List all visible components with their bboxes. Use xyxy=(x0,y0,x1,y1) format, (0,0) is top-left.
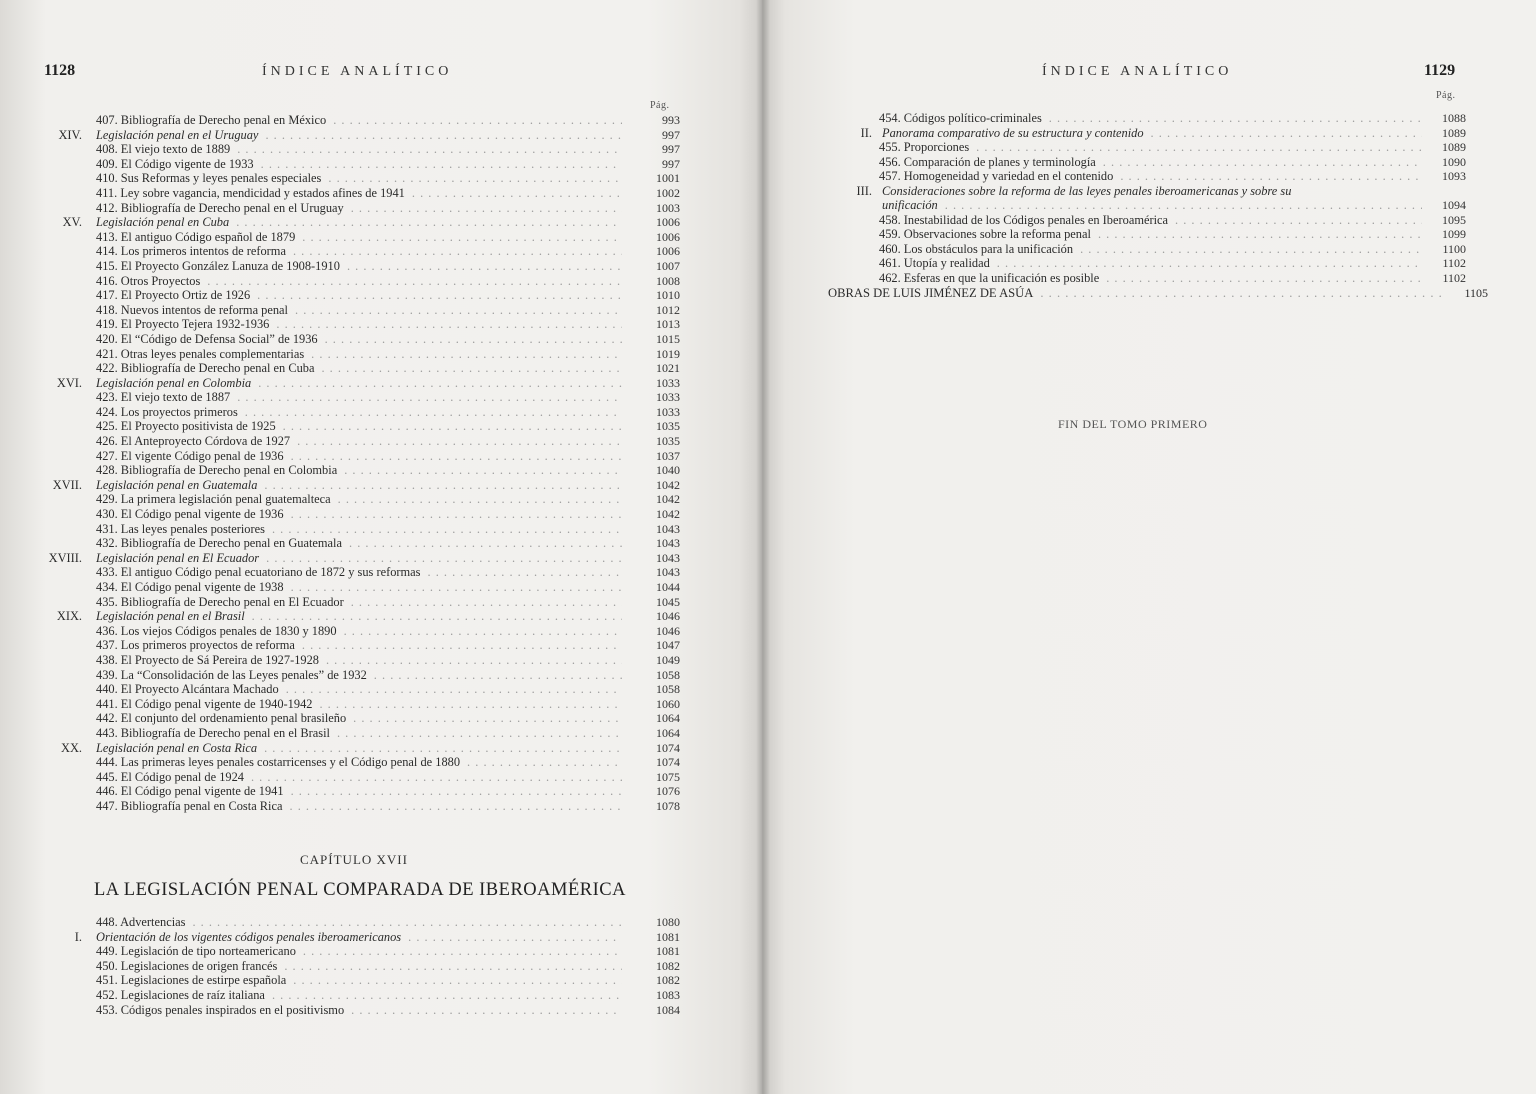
toc-page-number: 1006 xyxy=(656,244,680,259)
right-page xyxy=(762,0,1536,1094)
toc-entry xyxy=(0,317,680,332)
toc-entry-text-wrap xyxy=(96,551,622,566)
toc-entry xyxy=(0,419,680,434)
toc-entry-text-wrap xyxy=(96,361,622,376)
toc-page-number: 1047 xyxy=(656,638,680,653)
toc-entry xyxy=(0,113,680,128)
toc-entry xyxy=(0,959,680,974)
toc-entry xyxy=(0,171,680,186)
toc-entry-title: 422. Bibliografía de Derecho penal en Cuba xyxy=(96,361,315,376)
toc-entry-text-wrap xyxy=(96,653,622,668)
toc-entry xyxy=(0,682,680,697)
toc-entry-title: 419. El Proyecto Tejera 1932-1936 xyxy=(96,317,270,332)
toc-entry xyxy=(0,565,680,580)
toc-page-number: 1046 xyxy=(656,623,680,638)
toc-entry-title: 415. El Proyecto González Lanuza de 1908-1910 xyxy=(96,258,340,273)
section-numeral: III. xyxy=(856,183,872,198)
page-number-left: 1128 xyxy=(44,62,76,79)
toc-entry-title: Legislación penal en Colombia xyxy=(96,375,252,390)
toc-entry xyxy=(762,256,1466,271)
toc-page-number: 1006 xyxy=(656,229,680,244)
toc-page-number: 1006 xyxy=(656,215,680,230)
toc-page-number: 1082 xyxy=(656,958,680,973)
toc-page-number: 1040 xyxy=(656,463,680,478)
toc-entry-title: 448. Advertencias xyxy=(96,915,186,929)
toc-entry xyxy=(0,230,680,245)
toc-entry-text-wrap xyxy=(96,288,622,303)
toc-entry xyxy=(0,201,680,216)
toc-entry-title: 430. El Código penal vigente de 1936 xyxy=(96,507,284,522)
toc-entry-text-wrap xyxy=(96,274,622,289)
toc-entry-text-wrap xyxy=(96,171,622,186)
toc-page-number: 1058 xyxy=(656,667,680,682)
toc-entry-title: Legislación penal en el Uruguay xyxy=(96,127,259,142)
toc-entry-text-wrap xyxy=(96,755,622,770)
toc-entry-text-wrap xyxy=(96,259,622,274)
toc-entry-text-wrap xyxy=(96,697,622,712)
pag-column-label-right: Pág. xyxy=(1436,90,1456,101)
toc-entry-title: 453. Códigos penales inspirados en el positivismo xyxy=(96,1002,345,1017)
toc-page-number: 1099 xyxy=(1442,227,1466,242)
toc-entry-text-wrap xyxy=(879,140,1422,155)
toc-entry-title: 438. El Proyecto de Sá Pereira de 1927-1928 xyxy=(96,652,319,667)
toc-entry-title: 420. El “Código de Defensa Social” de 1936 xyxy=(96,331,318,346)
toc-entry-text-wrap xyxy=(96,478,622,493)
toc-list-left xyxy=(0,113,680,814)
toc-entry-title: 408. El viejo texto de 1889 xyxy=(96,142,231,157)
toc-entry-text-wrap xyxy=(96,405,622,420)
toc-entry-text-wrap xyxy=(96,565,622,580)
obras-title: OBRAS DE LUIS JIMÉNEZ DE ASÚA xyxy=(828,286,1034,300)
toc-entry-title: 410. Sus Reformas y leyes penales especiales xyxy=(96,171,322,186)
toc-list-chapter xyxy=(0,915,680,1017)
toc-entry xyxy=(0,697,680,712)
toc-entry-text-wrap xyxy=(96,668,622,683)
toc-section-heading xyxy=(0,741,680,756)
toc-entry-title: 457. Homogeneidad y variedad en el contenido xyxy=(879,169,1114,184)
toc-page-number: 1074 xyxy=(656,755,680,770)
toc-section-heading xyxy=(0,609,680,624)
toc-entry xyxy=(0,944,680,959)
toc-page-number: 1035 xyxy=(656,419,680,434)
toc-page-number: 1010 xyxy=(656,288,680,303)
toc-entry-text-wrap xyxy=(96,215,622,230)
toc-entry-title: 442. El conjunto del ordenamiento penal brasileño xyxy=(96,711,347,726)
toc-entry-title: 413. El antiguo Código español de 1879 xyxy=(96,229,296,244)
toc-entry-text-wrap xyxy=(96,303,622,318)
section-numeral: I. xyxy=(74,929,82,944)
toc-entry-title: 437. Los primeros proyectos de reforma xyxy=(96,638,295,653)
toc-entry xyxy=(0,157,680,172)
toc-entry-title: 424. Los proyectos primeros xyxy=(96,404,238,419)
toc-entry-title: 441. El Código penal vigente de 1940-1942 xyxy=(96,696,313,711)
toc-entry xyxy=(0,755,680,770)
section-numeral: XV. xyxy=(62,215,82,230)
toc-entry-text-wrap xyxy=(96,157,622,172)
toc-entry-text-wrap xyxy=(96,390,622,405)
toc-page-number: 1081 xyxy=(656,929,680,944)
toc-page-number: 1075 xyxy=(656,769,680,784)
toc-page-number: 1033 xyxy=(656,390,680,405)
toc-entry-text-wrap xyxy=(96,973,622,988)
toc-page-number: 1095 xyxy=(1442,212,1466,227)
toc-page-number: 1043 xyxy=(656,536,680,551)
toc-entry-title: 432. Bibliografía de Derecho penal en Guatemala xyxy=(96,536,342,551)
toc-entry xyxy=(0,332,680,347)
toc-entry-text-wrap xyxy=(96,624,622,639)
toc-entry-text-wrap xyxy=(96,244,622,259)
toc-entry xyxy=(0,492,680,507)
toc-page-number: 1044 xyxy=(656,580,680,594)
toc-entry-title: 418. Nuevos intentos de reforma penal xyxy=(96,302,289,317)
toc-entry xyxy=(0,522,680,537)
toc-entry-title: 414. Los primeros intentos de reforma xyxy=(96,244,286,259)
toc-entry-title: 449. Legislación de tipo norteamericano xyxy=(96,944,296,959)
toc-entry-title: Orientación de los vigentes códigos penales iberoamericanos xyxy=(96,929,402,944)
toc-entry-text-wrap xyxy=(96,201,622,216)
section-numeral: XVII. xyxy=(52,477,82,492)
toc-entry-title: 444. Las primeras leyes penales costarricenses y el Código penal de 1880 xyxy=(96,755,461,770)
toc-page-number: 1089 xyxy=(1442,140,1466,155)
toc-entry-text-wrap xyxy=(96,507,622,522)
page-number-right: 1129 xyxy=(1424,62,1456,79)
section-numeral: XX. xyxy=(61,740,82,755)
toc-entry-text-wrap xyxy=(96,142,622,157)
toc-entry-text-wrap xyxy=(879,169,1422,184)
toc-page-number: 1008 xyxy=(656,273,680,288)
toc-section-heading xyxy=(0,128,680,143)
toc-entry xyxy=(0,726,680,741)
toc-section-heading xyxy=(0,478,680,493)
toc-page-number: 1045 xyxy=(656,594,680,609)
toc-page-number: 1043 xyxy=(656,565,680,580)
toc-page-number: 1084 xyxy=(656,1002,680,1017)
toc-entry-title: 409. El Código vigente de 1933 xyxy=(96,156,254,171)
toc-page-number: 1013 xyxy=(656,317,680,332)
toc-entry-title: 458. Inestabilidad de los Códigos penales en Iberoamérica xyxy=(879,212,1169,227)
toc-page-number: 997 xyxy=(662,156,680,171)
toc-entry-title: 407. Bibliografía de Derecho penal en México xyxy=(96,113,327,127)
toc-entry-text-wrap xyxy=(96,376,622,391)
toc-page-number: 1046 xyxy=(656,609,680,624)
toc-entry-text-wrap xyxy=(96,449,622,464)
toc-entry-title: 411. Ley sobre vagancia, mendicidad y estados afines de 1941 xyxy=(96,185,405,200)
toc-entry-title: 447. Bibliografía penal en Costa Rica xyxy=(96,798,283,813)
toc-entry-text-wrap xyxy=(96,609,622,624)
toc-entry xyxy=(0,536,680,551)
toc-entry-text-wrap xyxy=(96,536,622,551)
toc-entry-text-wrap xyxy=(96,317,622,332)
section-numeral: XIV. xyxy=(58,127,82,142)
toc-page-number: 1035 xyxy=(656,434,680,449)
toc-page-number: 1076 xyxy=(656,784,680,799)
toc-entry-title: Legislación penal en Costa Rica xyxy=(96,740,258,755)
toc-entry-title: 423. El viejo texto de 1887 xyxy=(96,390,231,405)
toc-entry xyxy=(0,1003,680,1018)
toc-entry-text-wrap xyxy=(96,799,622,814)
toc-entry-title: 446. El Código penal vigente de 1941 xyxy=(96,784,284,799)
toc-entry-title: Legislación penal en el Brasil xyxy=(96,609,245,624)
running-header-right: ÍNDICE ANALÍTICO xyxy=(1042,64,1233,79)
toc-entry-title: Legislación penal en Guatemala xyxy=(96,477,258,492)
toc-page-number: 1043 xyxy=(656,550,680,565)
toc-page-number: 1043 xyxy=(656,521,680,536)
toc-entry xyxy=(0,784,680,799)
toc-page-number: 1064 xyxy=(656,711,680,726)
toc-page-number: 1100 xyxy=(1442,241,1466,256)
toc-entry-text-wrap xyxy=(879,213,1422,228)
toc-entry-title: 452. Legislaciones de raíz italiana xyxy=(96,987,265,1002)
toc-entry xyxy=(0,988,680,1003)
toc-entry-text-wrap xyxy=(879,111,1422,126)
toc-entry xyxy=(762,227,1466,242)
toc-page-number: 1042 xyxy=(656,492,680,507)
section-numeral: II. xyxy=(860,125,872,140)
toc-entry xyxy=(762,111,1466,126)
toc-page-number: 1080 xyxy=(656,915,680,929)
toc-page-number: 1078 xyxy=(656,798,680,813)
pag-column-label-left: Pág. xyxy=(650,100,670,111)
toc-entry xyxy=(762,140,1466,155)
toc-entry-text-wrap xyxy=(879,227,1422,242)
toc-page-number: 1049 xyxy=(656,652,680,667)
toc-entry-title: 427. El vigente Código penal de 1936 xyxy=(96,448,284,463)
toc-entry-text-wrap xyxy=(96,522,622,537)
toc-list-right xyxy=(762,111,1466,286)
toc-entry xyxy=(0,303,680,318)
toc-page-number: 1064 xyxy=(656,725,680,740)
toc-page-number: 1102 xyxy=(1442,256,1466,271)
toc-entry-title: 436. Los viejos Códigos penales de 1830 y 1890 xyxy=(96,623,337,638)
toc-entry xyxy=(0,638,680,653)
toc-entry-text-wrap xyxy=(96,988,622,1003)
toc-entry-title: 445. El Código penal de 1924 xyxy=(96,769,244,784)
toc-entry-title: Legislación penal en El Ecuador xyxy=(96,550,260,565)
toc-entry-text-wrap xyxy=(96,1003,622,1018)
toc-entry xyxy=(0,580,680,595)
toc-entry xyxy=(0,770,680,785)
toc-entry xyxy=(0,434,680,449)
toc-entry-title: 426. El Anteproyecto Córdova de 1927 xyxy=(96,434,291,449)
toc-entry xyxy=(0,142,680,157)
chapter-title: LA LEGISLACIÓN PENAL COMPARADA DE IBEROAMÉRICA xyxy=(94,880,626,900)
toc-entry xyxy=(762,271,1466,286)
toc-section-heading xyxy=(0,930,680,945)
toc-entry-text-wrap xyxy=(96,638,622,653)
toc-entry-title: 425. El Proyecto positivista de 1925 xyxy=(96,419,276,434)
toc-entry-text-wrap xyxy=(96,915,622,930)
toc-entry xyxy=(0,347,680,362)
toc-entry-text-wrap xyxy=(96,463,622,478)
toc-page-number: 1102 xyxy=(1442,270,1466,285)
toc-page-number: 1033 xyxy=(656,404,680,419)
toc-entry-title: 417. El Proyecto Ortiz de 1926 xyxy=(96,288,251,303)
toc-entry-text-wrap xyxy=(96,186,622,201)
toc-page-number: 1074 xyxy=(656,740,680,755)
toc-page-number: 1037 xyxy=(656,448,680,463)
running-header-left: ÍNDICE ANALÍTICO xyxy=(262,64,453,79)
toc-entry xyxy=(0,799,680,814)
toc-entry-text-wrap xyxy=(879,271,1422,286)
toc-entry xyxy=(0,390,680,405)
toc-entry-title: Consideraciones sobre la reforma de las leyes penales iberoamericanas y sobre su xyxy=(882,183,1292,198)
toc-entry-title: 431. Las leyes penales posteriores xyxy=(96,521,265,536)
toc-entry-text-wrap xyxy=(879,155,1422,170)
toc-section-heading xyxy=(762,198,1466,213)
toc-entry-text-wrap xyxy=(96,726,622,741)
toc-entry-title: 454. Códigos político-criminales xyxy=(879,111,1042,125)
toc-page-number: 1093 xyxy=(1442,169,1466,184)
toc-entry-text-wrap xyxy=(96,959,622,974)
toc-entry-text-wrap xyxy=(96,741,622,756)
toc-entry xyxy=(762,213,1466,228)
section-numeral: XVIII. xyxy=(48,550,82,565)
toc-entry xyxy=(0,274,680,289)
toc-entry-text-wrap xyxy=(96,930,622,945)
toc-entry xyxy=(0,361,680,376)
toc-page-number: 997 xyxy=(662,127,680,142)
toc-page-number: 1012 xyxy=(656,302,680,317)
toc-section-heading xyxy=(0,376,680,391)
toc-entry-text-wrap xyxy=(96,580,622,595)
toc-section-heading xyxy=(762,126,1466,141)
obras-page: 1105 xyxy=(1464,286,1488,300)
toc-entry-title: 456. Comparación de planes y terminología xyxy=(879,154,1096,169)
book-gutter xyxy=(756,0,770,1094)
toc-entry xyxy=(0,668,680,683)
toc-entry-title: 462. Esferas en que la unificación es posible xyxy=(879,270,1100,285)
toc-entry-text-wrap xyxy=(96,434,622,449)
toc-entry-title: 428. Bibliografía de Derecho penal en Colombia xyxy=(96,463,338,478)
toc-entry-title: 412. Bibliografía de Derecho penal en el Uruguay xyxy=(96,200,344,215)
toc-entry-text-wrap xyxy=(96,347,622,362)
toc-entry-text-wrap xyxy=(96,230,622,245)
toc-page-number: 1088 xyxy=(1442,111,1466,125)
toc-entry-text-wrap xyxy=(879,242,1422,257)
toc-entry-title: 455. Proporciones xyxy=(879,140,970,155)
toc-entry xyxy=(0,259,680,274)
toc-entry-title: Panorama comparativo de su estructura y contenido xyxy=(882,125,1144,140)
toc-entry xyxy=(0,711,680,726)
toc-entry-title: 433. El antiguo Código penal ecuatoriano de 1872 y sus reformas xyxy=(96,565,421,580)
toc-entry-title: 421. Otras leyes penales complementarias xyxy=(96,346,305,361)
toc-page-number: 1082 xyxy=(656,973,680,988)
toc-page-number: 1090 xyxy=(1442,154,1466,169)
toc-entry-title: 440. El Proyecto Alcántara Machado xyxy=(96,682,279,697)
toc-page-number: 993 xyxy=(662,113,680,127)
toc-entry-text-wrap xyxy=(96,332,622,347)
toc-entry-text-wrap xyxy=(882,198,1422,213)
toc-page-number: 1021 xyxy=(656,361,680,376)
toc-entry-text-wrap xyxy=(96,113,622,128)
toc-entry-text-wrap xyxy=(882,184,1422,199)
toc-entry xyxy=(762,242,1466,257)
toc-entry-title: 439. La “Consolidación de las Leyes penales” de 1932 xyxy=(96,667,367,682)
toc-page-number: 1003 xyxy=(656,200,680,215)
toc-entry xyxy=(0,624,680,639)
toc-page-number: 1081 xyxy=(656,944,680,959)
toc-entry xyxy=(0,973,680,988)
toc-entry xyxy=(0,449,680,464)
toc-page-number: 1060 xyxy=(656,696,680,711)
toc-entry-text-wrap xyxy=(879,256,1422,271)
toc-entry-text-wrap xyxy=(96,784,622,799)
toc-entry xyxy=(0,463,680,478)
toc-section-heading xyxy=(762,184,1466,198)
toc-entry xyxy=(762,155,1466,170)
section-numeral: XIX. xyxy=(56,609,82,624)
toc-page-number: 1083 xyxy=(656,987,680,1002)
toc-page-number: 1001 xyxy=(656,171,680,186)
toc-page-number: 1007 xyxy=(656,258,680,273)
toc-entry-text-wrap xyxy=(96,944,622,959)
toc-page-number: 997 xyxy=(662,142,680,157)
toc-entry-title: 416. Otros Proyectos xyxy=(96,273,201,288)
toc-page-number: 1002 xyxy=(656,185,680,200)
toc-entry-text-wrap xyxy=(96,419,622,434)
toc-entry-text-wrap xyxy=(96,128,622,143)
toc-entry-title: unificación xyxy=(882,197,938,212)
toc-entry-text-wrap xyxy=(96,492,622,507)
toc-entry xyxy=(0,595,680,610)
toc-entry-title: 435. Bibliografía de Derecho penal en El Ecuador xyxy=(96,594,344,609)
toc-entry-text-wrap xyxy=(882,126,1422,141)
toc-section-heading xyxy=(0,215,680,230)
toc-page-number: 1058 xyxy=(656,682,680,697)
chapter-label: CAPÍTULO XVII xyxy=(300,852,408,867)
toc-entry-text-wrap xyxy=(96,595,622,610)
toc-section-heading xyxy=(0,551,680,566)
toc-entry-title: Legislación penal en Cuba xyxy=(96,215,230,230)
toc-entry-title: 461. Utopía y realidad xyxy=(879,256,990,271)
toc-entry-title: 450. Legislaciones de origen francés xyxy=(96,958,278,973)
toc-entry-title: 443. Bibliografía de Derecho penal en el Brasil xyxy=(96,725,330,740)
toc-entry-text-wrap xyxy=(96,711,622,726)
toc-entry xyxy=(0,915,680,930)
toc-entry-title: 451. Legislaciones de estirpe española xyxy=(96,973,287,988)
toc-entry xyxy=(0,653,680,668)
toc-entry xyxy=(0,244,680,259)
section-numeral: XVI. xyxy=(56,375,82,390)
toc-page-number: 1019 xyxy=(656,346,680,361)
toc-entry xyxy=(0,405,680,420)
toc-entry-title: 459. Observaciones sobre la reforma penal xyxy=(879,227,1091,242)
toc-entry xyxy=(0,288,680,303)
toc-entry-text-wrap xyxy=(96,682,622,697)
toc-page-number: 1089 xyxy=(1442,125,1466,140)
toc-page-number: 1015 xyxy=(656,331,680,346)
toc-entry-title: 460. Los obstáculos para la unificación xyxy=(879,241,1074,256)
obras-entry xyxy=(828,286,1488,301)
toc-entry-text-wrap xyxy=(96,770,622,785)
toc-entry-title: 434. El Código penal vigente de 1938 xyxy=(96,580,284,594)
end-of-volume-note: FIN DEL TOMO PRIMERO xyxy=(1058,417,1208,431)
toc-page-number: 1042 xyxy=(656,507,680,522)
toc-page-number: 1042 xyxy=(656,477,680,492)
toc-entry xyxy=(762,169,1466,184)
left-page xyxy=(0,0,762,1094)
toc-page-number: 1094 xyxy=(1442,197,1466,212)
toc-page-number: 1033 xyxy=(656,375,680,390)
toc-entry-title: 429. La primera legislación penal guatemalteca xyxy=(96,492,331,507)
toc-entry xyxy=(0,186,680,201)
toc-entry xyxy=(0,507,680,522)
